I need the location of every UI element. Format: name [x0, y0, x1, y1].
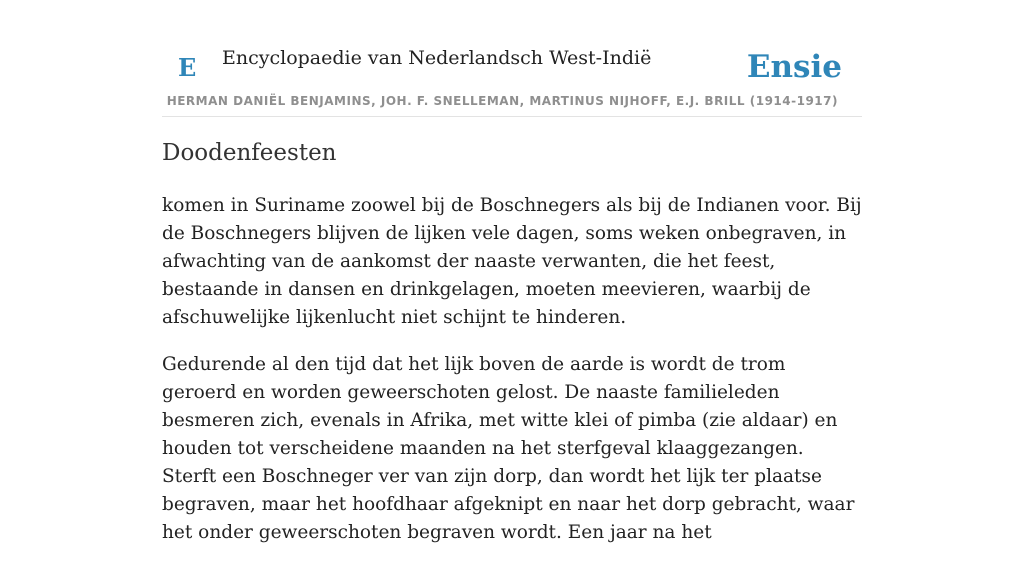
- publication-title[interactable]: Encyclopaedie van Nederlandsch West-Indië: [222, 47, 652, 69]
- entry-paragraph: Gedurende al den tijd dat het lijk boven de aarde is wordt de trom geroerd en worden geweerschoten gelost. De naaste familieleden besmeren zich, evenals in Afrika, met witte klei of pimba (zie aldaar) en houden tot verscheidene maanden na het sterfgeval klaaggezangen. Sterft een Boschneger ver van zijn dorp, dan wordt het lijk ter plaatse begraven, maar het hoofdhaar afgeknipt en naar het dorp gebracht, waar het onder geweerschoten begraven wordt. Een jaar na het: [162, 354, 855, 543]
- logo-icon[interactable]: E: [178, 53, 197, 82]
- publication-authors: HERMAN DANIËL BENJAMINS, JOH. F. SNELLEMAN, MARTINUS NIJHOFF, E.J. BRILL (1914-1917): [166, 94, 838, 108]
- entry-paragraph: komen in Suriname zoowel bij de Boschnegers als bij de Indianen voor. Bij de Boschnegers blijven de lijken vele dagen, soms weken onbegraven, in afwachting van de aankomst der naaste verwanten, die het feest, bestaande in dansen en drinkgelagen, moeten meevieren, waarbij de afschuwelijke lijkenlucht niet schijnt te hinderen.: [162, 195, 862, 328]
- page-header: [162, 30, 862, 117]
- entry-title: Doodenfeesten: [162, 140, 337, 166]
- entry-body: [162, 192, 862, 566]
- brand-logo[interactable]: Ensie: [746, 49, 842, 85]
